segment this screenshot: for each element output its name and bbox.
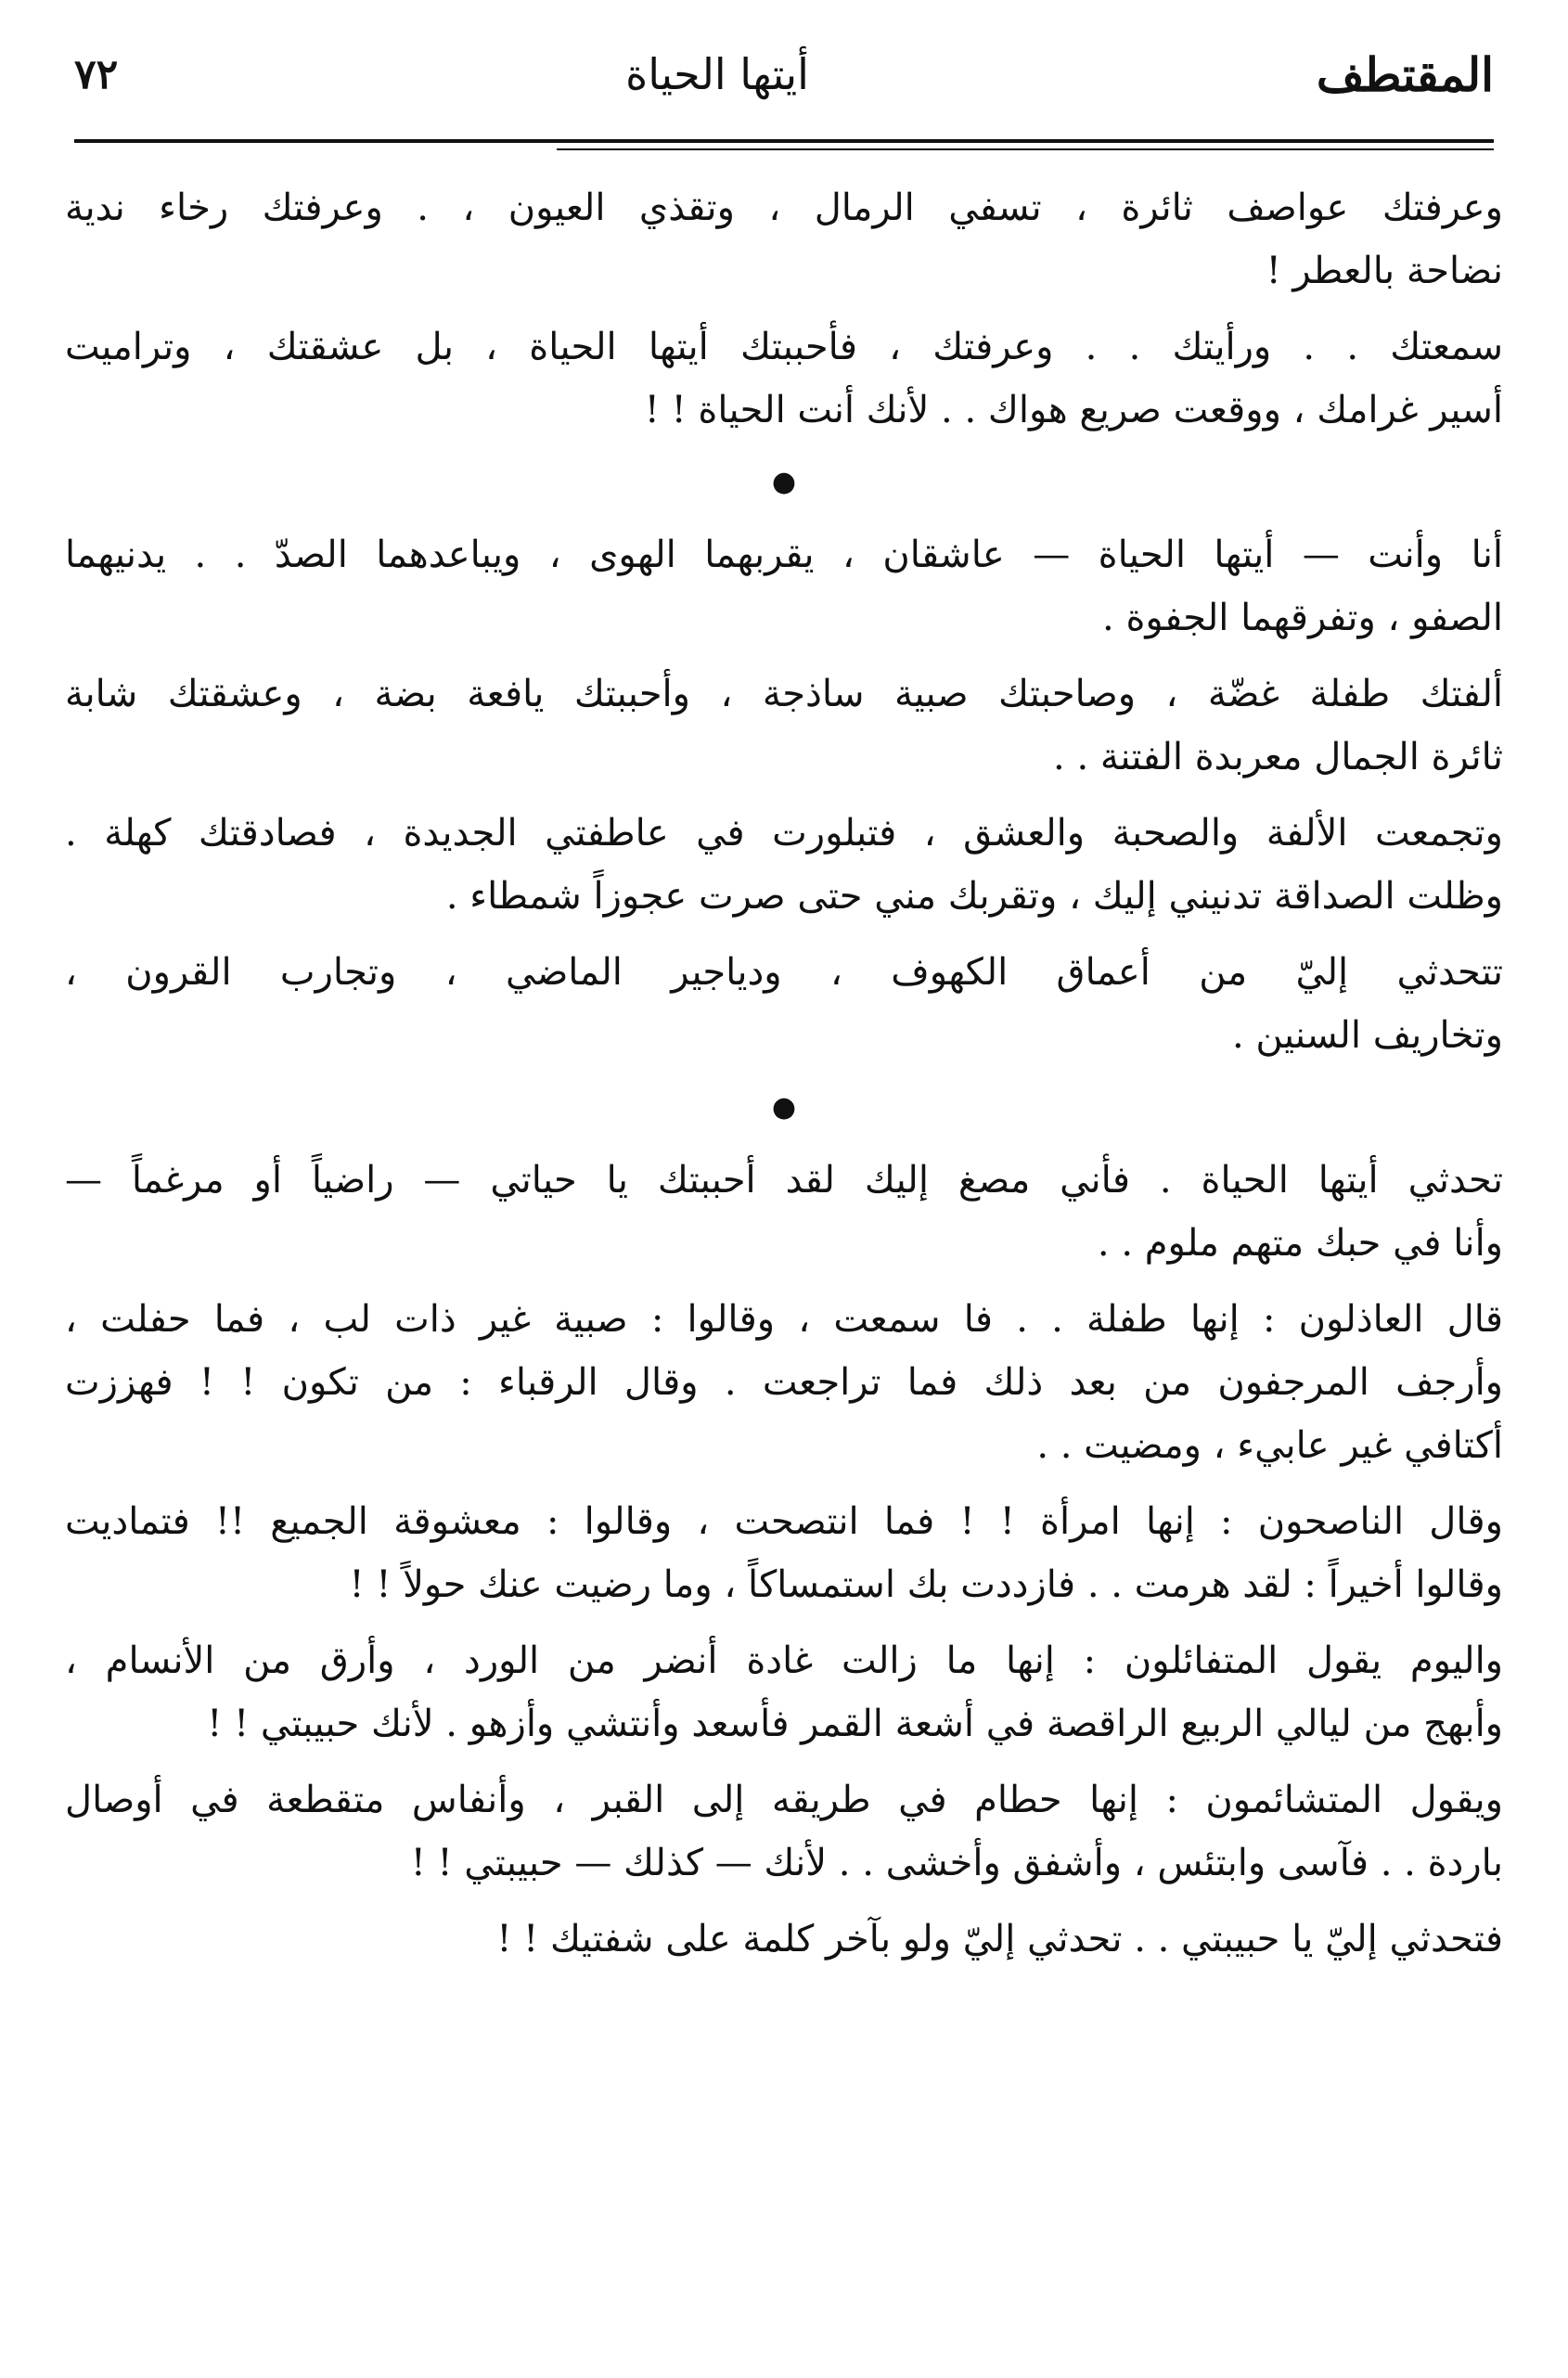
section-separator: ● <box>771 466 797 498</box>
paragraph <box>65 1768 1503 1895</box>
text-line: وتجمعت الألفة والصحبة والعشق ، فتبلورت في عاطفتي الجديدة ، فصادقتك كهلة . <box>65 812 1503 855</box>
text-line: فتحدثي إليّ يا حبيبتي . . تحدثي إليّ ولو بآخر كلمة على شفتيك ! ! <box>496 1918 1503 1960</box>
text-line: ويقول المتشائمون : إنها حطام في طريقه إلى القبر ، وأنفاس متقطعة في أوصال <box>65 1779 1503 1821</box>
text-line: وأرجف المرجفون من بعد ذلك فما تراجعت . وقال الرقباء : من تكون ! ! فهززت <box>65 1361 1503 1404</box>
paragraph <box>65 1490 1503 1616</box>
page-header <box>74 37 1494 111</box>
text-line: واليوم يقول المتفائلون : إنها ما زالت غادة أنضر من الورد ، وأرق من الأنسام ، <box>65 1639 1503 1682</box>
paragraph <box>65 523 1503 649</box>
paragraph <box>65 662 1503 789</box>
text-line: نضاحة بالعطر ! <box>1266 250 1503 292</box>
text-line: وأبهج من ليالي الربيع الراقصة في أشعة القمر فأسعد وأنتشي وأزهو . لأنك حبيبتي ! ! <box>207 1703 1503 1745</box>
header-rule-secondary <box>557 148 1494 150</box>
text-line: وعرفتك عواصف ثائرة ، تسفي الرمال ، وتقذي العيون ، . وعرفتك رخاء ندية <box>65 186 1503 229</box>
text-line: ألفتك طفلة غضّة ، وصاحبتك صبية ساذجة ، وأحببتك يافعة بضة ، وعشقتك شابة <box>65 673 1503 715</box>
journal-name: المقتطف <box>1316 46 1494 102</box>
text-line: وأنا في حبك متهم ملوم . . <box>1097 1222 1503 1265</box>
paragraph <box>65 1908 1503 1971</box>
section-separator: ● <box>771 1091 797 1124</box>
header-rule <box>74 139 1494 143</box>
paragraph <box>65 802 1503 928</box>
page-number: ٧٢ <box>74 50 119 98</box>
paragraph <box>65 1288 1503 1477</box>
text-line: سمعتك . . ورأيتك . . وعرفتك ، فأحببتك أيتها الحياة ، بل عشقتك ، وتراميت <box>65 326 1503 368</box>
text-line: أسير غرامك ، ووقعت صريع هواك . . لأنك أنت الحياة ! ! <box>644 389 1503 431</box>
paragraph <box>65 941 1503 1067</box>
text-line: وقالوا أخيراً : لقد هرمت . . فازددت بك استمساكاً ، وما رضيت عنك حولاً ! ! <box>349 1563 1503 1606</box>
paragraph <box>65 315 1503 442</box>
paragraph <box>65 1149 1503 1275</box>
paragraph <box>65 176 1503 302</box>
text-line: تحدثي أيتها الحياة . فأني مصغ إليك لقد أحببتك يا حياتي — راضياً أو مرغماً — <box>65 1159 1503 1202</box>
text-line: وظلت الصداقة تدنيني إليك ، وتقربك مني حتى صرت عجوزاً شمطاء . <box>445 875 1503 918</box>
text-line: أنا وأنت — أيتها الحياة — عاشقان ، يقربهما الهوى ، ويباعدهما الصدّ . . يدنيهما <box>65 533 1503 576</box>
text-line: قال العاذلون : إنها طفلة . . فا سمعت ، وقالوا : صبية غير ذات لب ، فما حفلت ، <box>65 1298 1503 1341</box>
running-title: أيتها الحياة <box>625 49 809 99</box>
text-line: ثائرة الجمال معربدة الفتنة . . <box>1053 736 1503 778</box>
text-line: الصفو ، وتفرقهما الجفوة . <box>1102 597 1503 639</box>
text-line: باردة . . فآسى وابتئس ، وأشفق وأخشى . . لأنك — كذلك — حبيبتي ! ! <box>410 1842 1503 1884</box>
text-line: أكتافي غير عابيء ، ومضيت . . <box>1036 1424 1503 1467</box>
paragraph <box>65 1629 1503 1755</box>
article-body <box>65 176 1503 2341</box>
text-line: وقال الناصحون : إنها امرأة ! ! فما انتصحت ، وقالوا : معشوقة الجميع !! فتماديت <box>65 1500 1503 1543</box>
text-line: وتخاريف السنين . <box>1231 1014 1503 1057</box>
text-line: تتحدثي إليّ من أعماق الكهوف ، ودياجير الماضي ، وتجارب القرون ، <box>65 951 1503 994</box>
